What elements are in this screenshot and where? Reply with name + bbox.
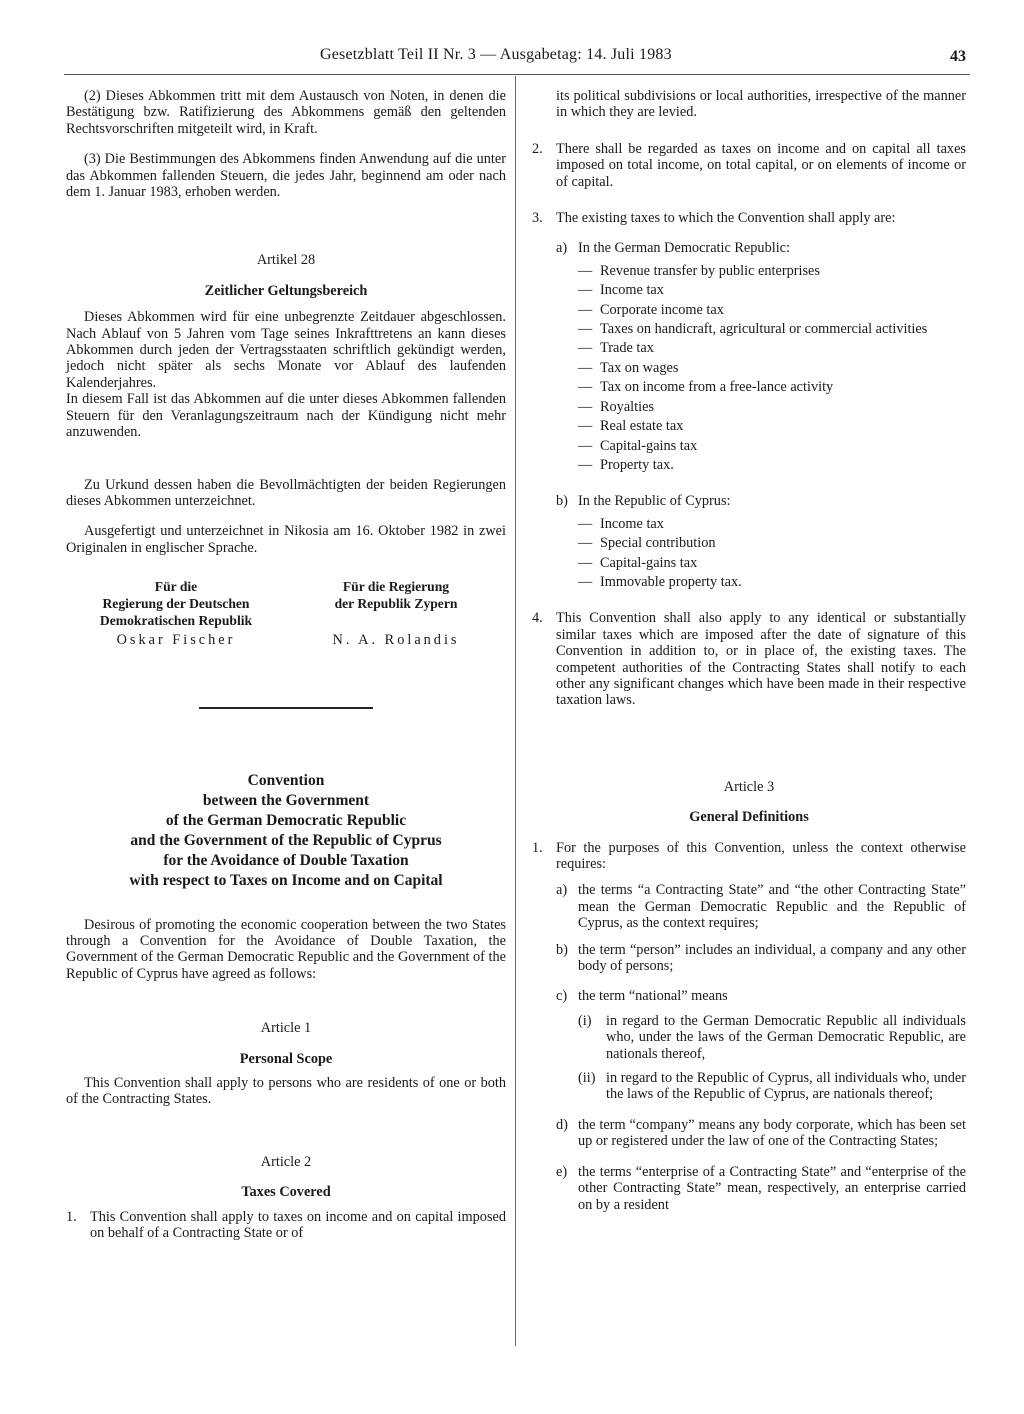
cyprus-tax-item [578,516,966,532]
definition-c-ii-text: in regard to the Republic of Cyprus, all individuals who, under the laws of the Republic of Cyprus, are nationals thereof; [606,1070,966,1103]
signature-gdr [66,578,286,648]
gdr-tax-item [578,340,966,356]
definition-c-text: the term “national” means [578,988,728,1005]
cyprus-tax-label: Immovable property tax. [600,573,742,590]
definition-c-letter: c) [556,988,568,1005]
definition-e-text: the terms “enterprise of a Contracting State” and “enterprise of the other Contracting State” mean, respectively, an enterprise carried on by a resident [578,1163,966,1213]
definition-c-i-text: in regard to the German Democratic Republic all individuals who, under the laws of the German Democratic Republic, are nationals thereof, [606,1012,966,1062]
definition-c [556,988,966,1004]
gdr-tax-item [578,360,966,376]
article-28-title: Artikel 28 [256,252,316,269]
dash-bullet: — [578,359,593,376]
gdr-tax-item [578,263,966,279]
article-28-paragraph-1: Dieses Abkommen wird für eine unbegrenzte Zeitdauer abgeschlossen. Nach Ablauf von 5 Jahren vom Tage seines Inkrafttretens an kann dieses Abkommen durch jeden der Vertragsstaaten schriftlich gekündigt werden, jedoch nicht später als sechs Monate vor Ablauf des laufenden Kalenderjahres. [66,309,506,391]
dash-bullet: — [578,456,593,473]
signature-gdr-line-1: Für die [154,579,198,595]
article-1-title: Article 1 [260,1020,312,1037]
signature-cyprus-line-1: Für die Regierung [342,579,450,595]
gdr-tax-item [578,282,966,298]
article-2-item-1-text: This Convention shall apply to taxes on income and on capital imposed on behalf of a Contracting State or of [90,1208,506,1241]
cyprus-taxes-letter: b) [556,493,568,510]
gdr-taxes-heading [556,240,966,256]
gdr-tax-label: Revenue transfer by public enterprises [600,262,820,279]
signature-cyprus [286,578,506,648]
convention-title-line-3: of the German Democratic Republic [165,811,407,829]
cyprus-tax-label: Capital-gains tax [600,554,698,571]
convention-title [66,771,506,891]
signatory-cyprus-name: N. A. Rolandis [332,632,460,649]
column-divider [515,76,516,1346]
definition-c-i [578,1013,966,1062]
gdr-tax-label: Income tax [600,282,664,299]
cyprus-taxes-label: In the Republic of Cyprus: [578,493,731,510]
cyprus-tax-list [532,516,966,591]
dash-bullet: — [578,535,593,552]
convention-title-line-4: and the Government of the Republic of Cyprus [130,831,442,849]
dash-bullet: — [578,418,593,435]
dash-bullet: — [578,340,593,357]
article-2-item-4-number: 4. [532,610,543,627]
article-2-item-2-number: 2. [532,140,543,157]
definition-e-letter: e) [556,1163,568,1180]
gdr-tax-label: Trade tax [600,340,654,357]
gdr-tax-label: Capital-gains tax [600,437,698,454]
signatory-gdr-name: Oskar Fischer [116,632,236,649]
gdr-taxes-label: In the German Democratic Republic: [578,240,790,257]
dash-bullet: — [578,282,593,299]
definition-a [556,882,966,931]
definition-c-ii [578,1070,966,1103]
convention-title-line-2: between the Government [202,791,370,809]
gdr-taxes-letter: a) [556,240,568,257]
header-title: Gesetzblatt Teil II Nr. 3 — Ausgabetag: 14. Juli 1983 [320,46,672,63]
definition-b-text: the term “person” includes an individual, a company and any other body of persons; [578,941,966,975]
article-2-item-1 [66,1209,506,1242]
article-2-title: Article 2 [260,1153,312,1170]
article-2-item-2 [532,141,966,190]
definitions-item-1-number: 1. [532,839,543,856]
dash-bullet: — [578,379,593,396]
dash-bullet: — [578,554,593,571]
paragraph-entry-into-force: (2) Dieses Abkommen tritt mit dem Austausch von Noten, in denen die Bestätigung bzw. Ratifizierung des Abkommens gemäß den geltenden Rechtsvorschriften mitgeteilt wird, in Kraft. [66,88,506,137]
article-2-item-4 [532,610,966,708]
continuation-text: its political subdivisions or local authorities, irrespective of the manner in which they are levied. [556,88,966,121]
convention-title-line-6: with respect to Taxes on Income and on Capital [129,871,443,889]
gdr-tax-item [578,457,966,473]
cyprus-tax-item [578,574,966,590]
signature-cyprus-line-2: der Republik Zypern [334,596,458,612]
gdr-tax-label: Tax on income from a free-lance activity [600,379,834,396]
dash-bullet: — [578,301,593,318]
article-2-item-4-text: This Convention shall also apply to any identical or substantially similar taxes which are imposed after the date of signature of this Convention in addition to, or in place of, the existing taxes. The competent authorities of the Contracting States shall notify to each other any significant changes which have been made in their respective taxation laws. [556,610,966,709]
definitions-item-1 [532,840,966,873]
gdr-tax-label: Tax on wages [600,359,679,376]
cyprus-tax-item [578,535,966,551]
convention-title-line-1: Convention [247,771,325,789]
paragraph-application: (3) Die Bestimmungen des Abkommens finden Anwendung auf die unter das Abkommen fallenden Steuern, die jedes Jahr, beginnend am oder nach dem 1. Januar 1983, erhoben werden. [66,151,506,201]
dash-bullet: — [578,573,593,590]
definitions-item-1-text: For the purposes of this Convention, unless the context otherwise requires: [556,839,966,872]
signature-block [66,578,506,648]
gdr-tax-label: Royalties [600,398,655,415]
article-1-text: This Convention shall apply to persons who are residents of one or both of the Contracting States. [66,1074,506,1108]
cyprus-tax-item [578,555,966,571]
gdr-tax-label: Corporate income tax [600,301,724,318]
article-1-heading: Personal Scope [239,1050,333,1067]
section-divider [199,707,373,709]
cyprus-tax-label: Income tax [600,515,664,532]
definition-c-ii-number: (ii) [578,1070,596,1087]
signature-gdr-line-2: Regierung der Deutschen [102,596,250,612]
article-2-heading: Taxes Covered [241,1184,331,1201]
definition-d-text: the term “company” means any body corporate, which has been set up or registered under the law of one of the Contracting States; [578,1116,966,1150]
convention-title-line-5: for the Avoidance of Double Taxation [163,851,409,869]
page-number: 43 [950,48,966,65]
gdr-tax-item [578,399,966,415]
article-3-heading: General Definitions [689,809,809,826]
definition-b-letter: b) [556,941,568,958]
signature-gdr-line-3: Demokratischen Republik [99,613,253,629]
dash-bullet: — [578,262,593,279]
execution-paragraph: Ausgefertigt und unterzeichnet in Nikosia am 16. Oktober 1982 in zwei Originalen in englischer Sprache. [66,523,506,556]
definition-a-text: the terms “a Contracting State” and “the other Contracting State” mean the German Democratic Republic and the Republic of Cyprus, as the context requires; [578,882,966,932]
article-2-item-3 [532,210,966,226]
article-28-paragraph-2: In diesem Fall ist das Abkommen auf die unter dieses Abkommen fallenden Steuern für den Veranlagungszeitraum nach der Kündigung nicht mehr anzuwenden. [66,391,506,441]
cyprus-tax-label: Special contribution [600,535,716,552]
dash-bullet: — [578,437,593,454]
article-2-item-3-number: 3. [532,210,543,227]
witness-paragraph: Zu Urkund dessen haben die Bevollmächtigten der beiden Regierungen dieses Abkommen unterzeichnet. [66,476,506,509]
definition-e [556,1164,966,1213]
right-column [532,88,966,1213]
gdr-tax-item [578,418,966,434]
gdr-tax-label: Property tax. [600,456,674,473]
dash-bullet: — [578,398,593,415]
definition-a-letter: a) [556,882,568,899]
dash-bullet: — [578,321,593,338]
gdr-tax-item [578,379,966,395]
left-column [66,88,506,1241]
cyprus-taxes-heading [556,493,966,509]
gdr-tax-label: Real estate tax [600,418,684,435]
gdr-tax-item [578,302,966,318]
article-3-title: Article 3 [723,778,775,795]
gdr-tax-list [532,263,966,473]
definition-b [556,942,966,975]
definition-c-i-number: (i) [578,1012,592,1029]
article-28-heading: Zeitlicher Geltungsbereich [204,282,368,299]
gdr-tax-label: Taxes on handicraft, agricultural or commercial activities [600,321,928,338]
header-rule [64,74,970,75]
gdr-tax-item [578,438,966,454]
definition-d [556,1117,966,1150]
article-2-item-1-number: 1. [66,1208,77,1225]
dash-bullet: — [578,515,593,532]
definition-d-letter: d) [556,1116,568,1133]
gdr-tax-item [578,321,966,337]
article-2-item-2-text: There shall be regarded as taxes on income and on capital all taxes imposed on total income, on total capital, or on elements of income or of capital. [556,140,966,190]
page-header [320,46,970,70]
preamble: Desirous of promoting the economic cooperation between the two States through a Convention for the Avoidance of Double Taxation, the Government of the German Democratic Republic and the Government of the Republic of Cyprus have agreed as follows: [66,916,506,982]
article-2-item-3-text: The existing taxes to which the Convention shall apply are: [556,210,896,227]
